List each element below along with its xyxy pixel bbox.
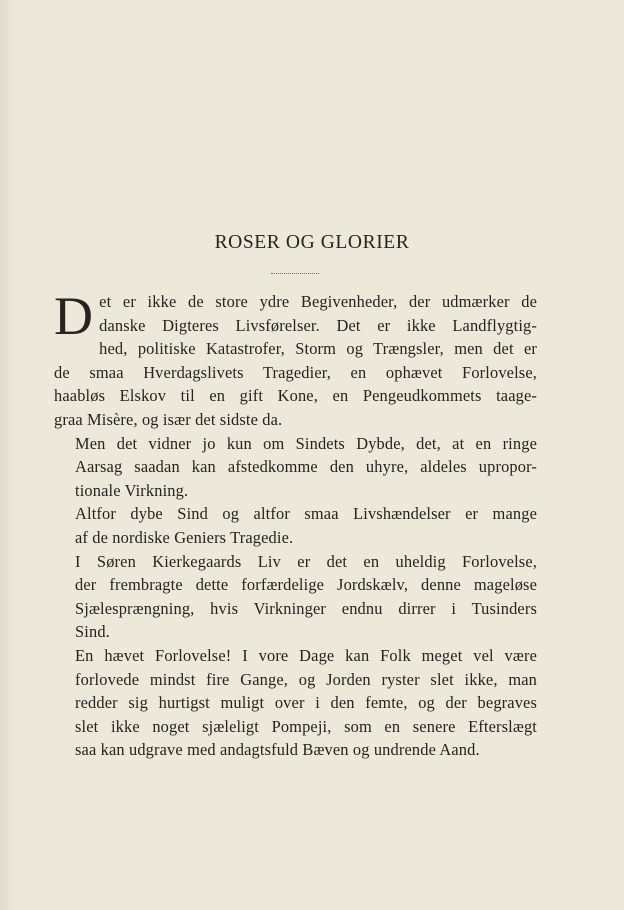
text-line: Sind. <box>75 622 110 642</box>
chapter-body <box>54 286 537 762</box>
text-line: forlovede mindst fire Gange, og Jorden ryster slet ikke, man <box>75 669 537 689</box>
paragraph-3 <box>54 502 537 549</box>
text-line: danske Digteres Livsførelser. Det er ikke Landflygtig- <box>99 315 537 335</box>
drop-cap: D <box>54 286 94 346</box>
text-line: hed, politiske Katastrofer, Storm og Trængsler, men det er <box>99 339 537 359</box>
paragraph-2 <box>54 432 537 503</box>
text-line: Altfor dybe Sind og altfor smaa Livshændelser er mange <box>75 504 537 524</box>
text-line: et er ikke de store ydre Begivenheder, der udmærker de <box>99 292 537 311</box>
text-line: tionale Virkning. <box>75 480 189 500</box>
paragraph-1 <box>54 286 537 432</box>
text-line: En hævet Forlovelse! I vore Dage kan Folk meget vel være <box>75 645 537 665</box>
text-line: graa Misère, og især det sidste da. <box>54 409 283 429</box>
paragraph-5 <box>54 644 537 762</box>
text-line: Sjælesprængning, hvis Virkninger endnu dirrer i Tusinders <box>75 598 537 618</box>
chapter-title: ROSER OG GLORIER <box>214 232 410 253</box>
title-divider <box>271 273 319 274</box>
text-line: der frembragte dette forfærdelige Jordskælv, denne mageløse <box>75 575 537 595</box>
text-line: de smaa Hverdagslivets Tragedier, en ophævet Forlovelse, <box>54 362 537 382</box>
text-line: af de nordiske Geniers Tragedie. <box>75 527 294 547</box>
text-line: saa kan udgrave med andagtsfuld Bæven og undrende Aand. <box>75 740 480 760</box>
text-line: I Søren Kierkegaards Liv er det en uheldig Forlovelse, <box>75 551 537 571</box>
text-line: Aarsag saadan kan afstedkomme den uhyre, aldeles upropor- <box>75 457 537 477</box>
text-line: haabløs Elskov til en gift Kone, en Pengeudkommets taage- <box>54 386 537 406</box>
text-line: redder sig hurtigst muligt over i den femte, og der begraves <box>75 693 537 713</box>
paragraph-4 <box>54 550 537 644</box>
text-line: Men det vidner jo kun om Sindets Dybde, det, at en ringe <box>75 433 537 453</box>
text-line: slet ikke noget sjæleligt Pompeji, som en senere Efterslægt <box>75 716 537 736</box>
